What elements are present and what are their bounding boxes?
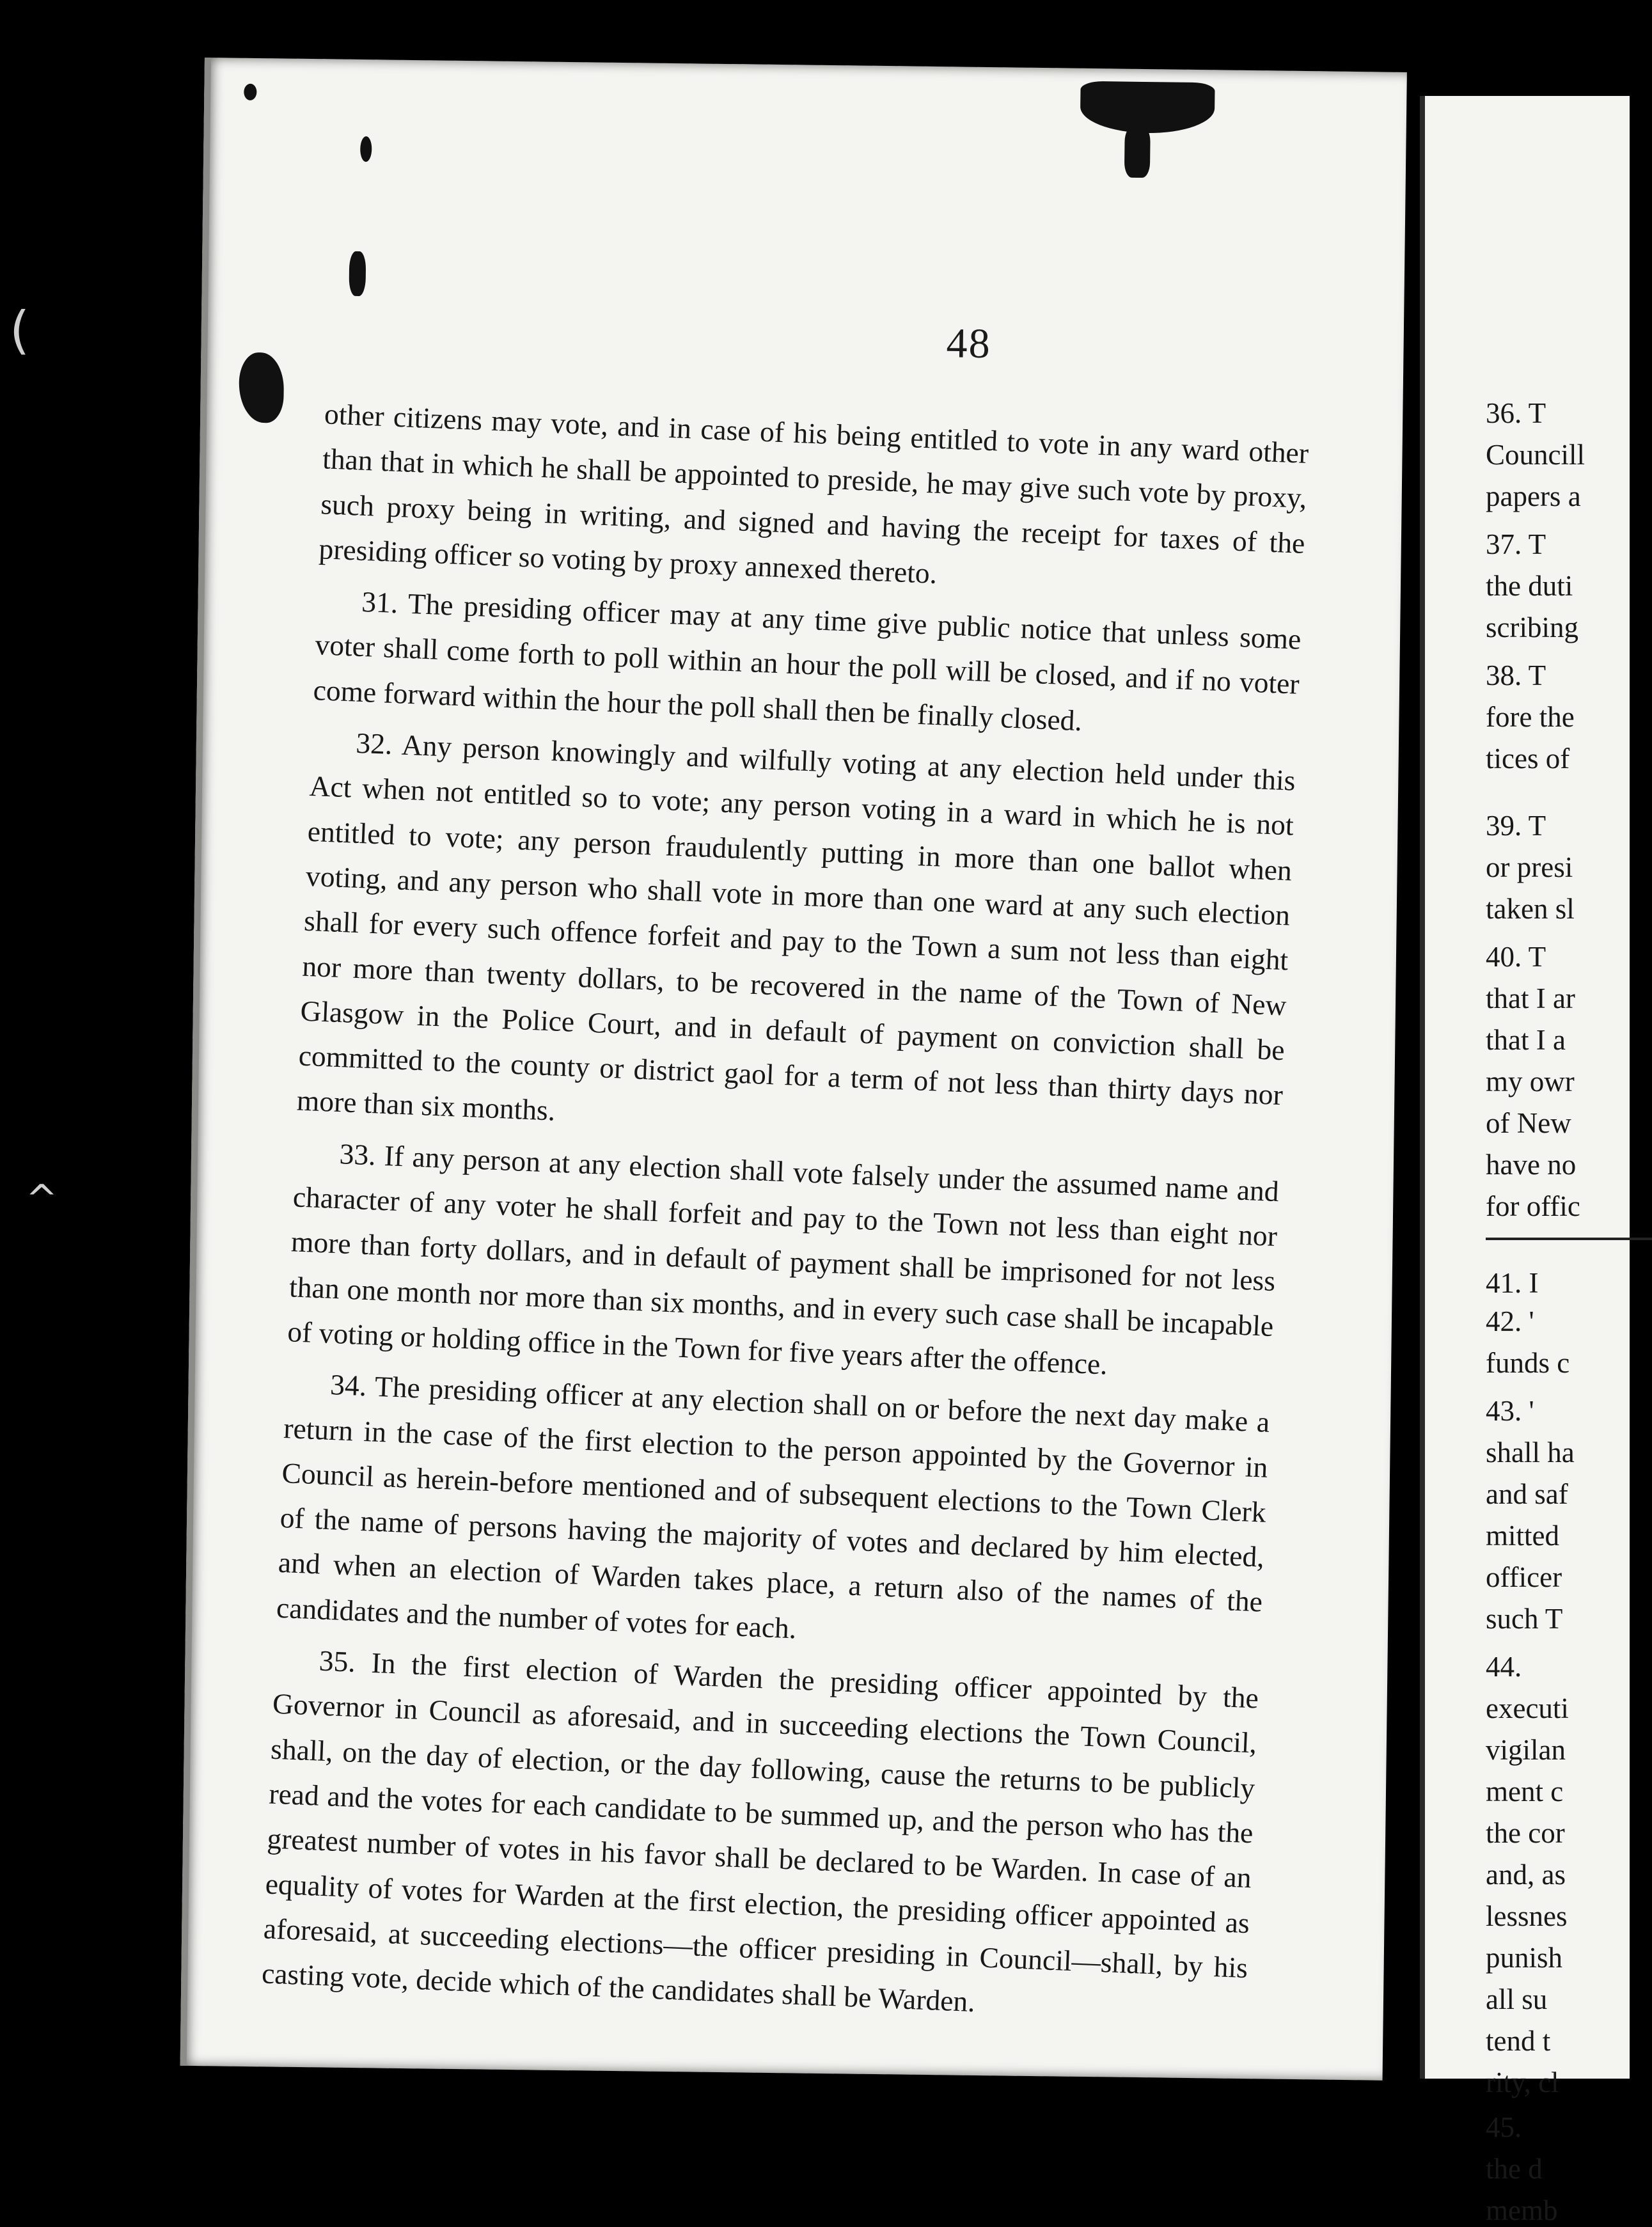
ink-blot <box>244 84 256 100</box>
facing-line: Councill <box>1486 439 1585 471</box>
facing-line: 37. T <box>1486 528 1546 560</box>
section-rule <box>1486 1238 1652 1240</box>
section-34: 34. The presiding officer at any election shall on or before the next day make a return in the case of the first election to the person appointed by the Governor in Council as herein-before mentioned and of subsequent elections to the Town Clerk of the name of persons having the majority of votes and declared by him elected, and when an election of Warden takes place, a return also of the names of the candidates and the number of votes for each. <box>276 1368 1271 1645</box>
margin-mark: ^ <box>26 1177 58 1222</box>
ink-blot <box>239 352 284 423</box>
facing-line: the cor <box>1486 1817 1565 1849</box>
facing-line: of New <box>1486 1107 1571 1139</box>
facing-line: punish <box>1486 1942 1563 1974</box>
facing-line: executi <box>1486 1692 1569 1724</box>
ink-blot <box>1080 81 1215 134</box>
facing-line: fore the <box>1486 701 1575 733</box>
facing-line: or presi <box>1486 851 1573 883</box>
page-number: 48 <box>946 320 992 368</box>
facing-line: ment c <box>1486 1775 1564 1807</box>
section-32: 32. Any person knowingly and wilfully voting at any election held under this Act when not entitled so to vote; any person voting in a ward in which he is not entitled to vote; any person fraudulently putting in more than one ballot when voting, and any person who shall vote in more than one ward at any such election shall for every such offence forfeit and pay to the Town a sum not less than eight nor more than twenty dollars, to be recovered in the name of the Town of New Glasgow in the Police Court, and in default of payment on conviction shall be committed to the county or district gaol for a term of not less than thirty days nor more than six months. <box>296 726 1296 1128</box>
facing-line: memb <box>1486 2194 1558 2226</box>
facing-line: shall ha <box>1486 1436 1575 1468</box>
facing-line: that I a <box>1486 1024 1566 1056</box>
facing-line: taken sl <box>1486 893 1575 925</box>
facing-line: that I ar <box>1486 982 1575 1014</box>
facing-line: 42. ' <box>1486 1305 1534 1337</box>
ink-blot <box>1124 127 1151 178</box>
facing-line: all su <box>1486 1983 1548 2015</box>
scanned-page <box>180 58 1407 2081</box>
facing-line: vigilan <box>1486 1734 1566 1766</box>
facing-line: 40. T <box>1486 941 1546 973</box>
facing-line: scribing <box>1486 611 1578 643</box>
section-33: 33. If any person at any election shall vote falsely under the assumed name and character of any voter he shall forfeit and pay to the Town not less than eight nor more than forty dollars, and in default of payment shall be imprisoned for not less than one month nor more than six months, and in every such case shall be incapable of voting or holding office in the Town for five years after the offence. <box>287 1137 1280 1381</box>
facing-line: have no <box>1486 1149 1577 1181</box>
facing-line: funds c <box>1486 1347 1570 1379</box>
facing-line: 39. T <box>1486 810 1546 842</box>
facing-line: 36. T <box>1486 397 1546 429</box>
facing-line: mitted <box>1486 1520 1559 1552</box>
facing-line: 41. I <box>1486 1267 1539 1299</box>
facing-line: the d <box>1486 2153 1543 2185</box>
facing-line: the duti <box>1486 570 1573 602</box>
facing-line: 44. <box>1486 1651 1522 1683</box>
facing-line: rity, cl <box>1486 2066 1559 2098</box>
facing-line: and saf <box>1486 1478 1568 1510</box>
facing-line: 43. ' <box>1486 1395 1534 1427</box>
facing-line: for offic <box>1486 1190 1580 1222</box>
facing-line: tend t <box>1486 2025 1551 2057</box>
margin-mark: ( <box>10 301 30 360</box>
facing-line: papers a <box>1486 480 1581 512</box>
facing-line: officer <box>1486 1561 1562 1593</box>
facing-line: and, as <box>1486 1859 1566 1891</box>
facing-page-fragment <box>1420 96 1630 2226</box>
facing-line: lessnes <box>1486 1900 1568 1932</box>
facing-line: my owr <box>1486 1066 1575 1098</box>
facing-line: tices of <box>1486 743 1570 775</box>
page-body <box>260 391 1309 2042</box>
facing-line: such T <box>1486 1603 1563 1635</box>
facing-line: 38. T <box>1486 659 1546 691</box>
ink-blot <box>349 251 366 296</box>
section-35: 35. In the first election of Warden the presiding officer appointed by the Governor in Council as aforesaid, and in succeeding elections the Town Council, shall, on the day of election, or the day following, cause the returns to be publicly read and the votes for each candidate to be summed up, and the person who has the greatest number of votes in his favor shall be declared to be Warden. In case of an equality of votes for Warden at the first election, the presiding officer appointed as aforesaid, at succeeding elections—the officer presiding in Council—shall, by his casting vote, decide which of the candidates shall be Warden. <box>261 1644 1259 2018</box>
section-31: 31. The presiding officer may at any time give public notice that unless some voter shall come forth to poll within an hour the poll will be closed, and if no voter come forward within the hour the poll shall then be finally closed. <box>312 585 1302 737</box>
ink-blot <box>360 136 372 162</box>
facing-line: 45. <box>1486 2111 1522 2143</box>
paragraph-continued: other citizens may vote, and in case of his being entitled to vote in any ward other than that in which he shall be appointed to preside, he may give such vote by proxy, such proxy being in writing, and signed and having the receipt for taxes of the presiding officer so voting by proxy annexed thereto. <box>318 397 1310 590</box>
